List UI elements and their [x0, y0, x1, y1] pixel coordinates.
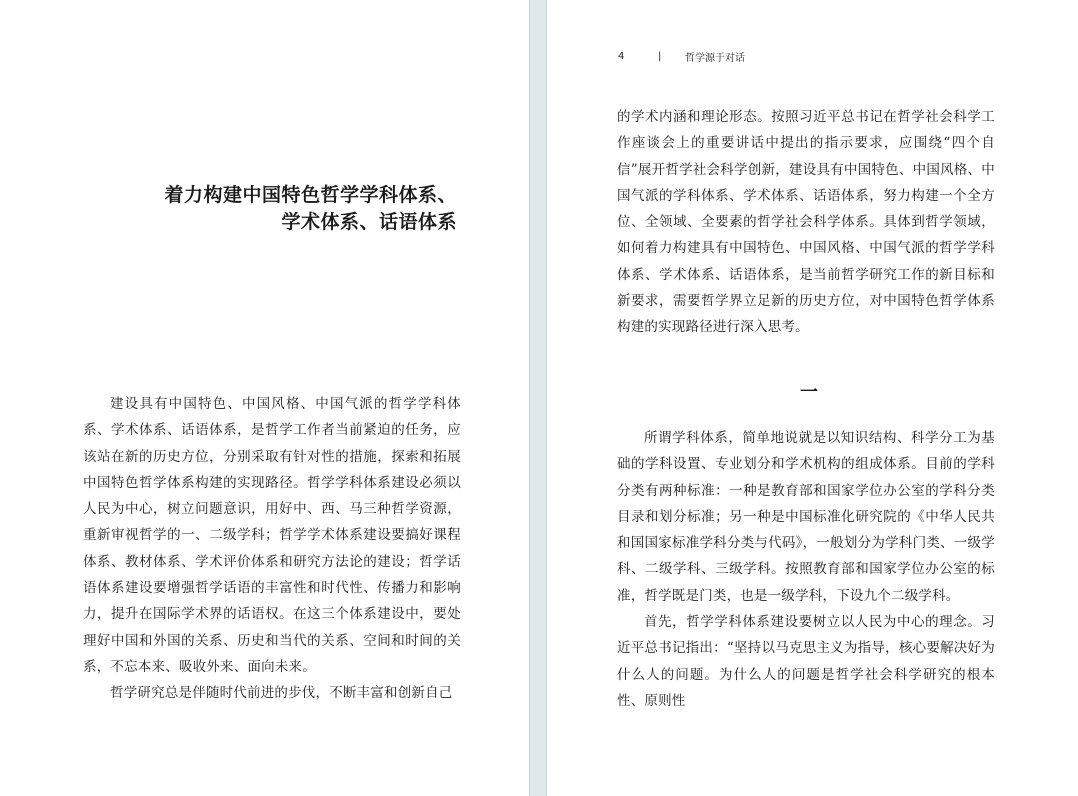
- paragraph: 建设具有中国特色、中国风格、中国气派的哲学学科体系、学术体系、话语体系，是哲学工作者当前紧迫的任务，应该站在新的历史方位，分别采取有针对性的措施，探索和拓展中国特色哲学体系构建的实现路径。哲学学科体系建设必须以人民为中心，树立问题意识，用好中、西、马三种哲学资源，重新审视哲学的一、二级学科；哲学学术体系建设要搞好课程体系、教材体系、学术评价体系和研究方法论的建设；哲学话语体系建设要增强哲学话语的丰富性和时代性、传播力和影响力，提升在国际学术界的话语权。在这三个体系建设中，要处理好中国和外国的关系、历史和当代的关系、空间和时间的关系，不忘本来、吸收外来、面向未来。: [83, 396, 461, 675]
- running-head: [618, 49, 745, 64]
- page-number: 4: [618, 51, 625, 62]
- chapter-title-line-1: 着力构建中国特色哲学学科体系、: [164, 184, 457, 206]
- paragraph: 所谓学科体系，简单地说就是以知识结构、科学分工为基础的学科设置、专业划分和学术机构的组成体系。目前的学科分类有两种标准：一种是教育部和国家学位办公室的学科分类目录和划分标准；另一种是中国标准化研究院的《中华人民共和国国家标准学科分类与代码》，一般划分为学科门类、一级学科、二级学科、三级学科。按照教育部和国家学位办公室的标准，哲学既是门类，也是一级学科，下设九个二级学科。: [617, 430, 995, 604]
- left-body-text: [83, 391, 461, 707]
- paragraph: 的学术内涵和理论形态。按照习近平总书记在哲学社会科学工作座谈会上的重要讲话中提出的指示要求，应围绕“四个自信”展开哲学社会科学创新，建设具有中国特色、中国风格、中国气派的学科体系、学术体系、话语体系，努力构建一个全方位、全领域、全要素的哲学社会科学体系。具体到哲学领域，如何着力构建具有中国特色、中国风格、中国气派的哲学学科体系、学术体系、话语体系，是当前哲学研究工作的新目标和新要求，需要哲学界立足新的历史方位，对中国特色哲学体系构建的实现路径进行深入思考。: [617, 109, 995, 336]
- paragraph: 哲学研究总是伴随时代前进的步伐，不断丰富和创新自己: [110, 685, 453, 702]
- running-head-separator: |: [658, 51, 662, 62]
- chapter-title-line-2: 学术体系、话语体系: [281, 211, 457, 233]
- right-continued-text: [617, 104, 995, 341]
- paragraph: 首先，哲学学科体系建设要树立以人民为中心的理念。习近平总书记指出：“坚持以马克思主义为指导，核心要解决好为什么人的问题。为什么人的问题是哲学社会科学研究的根本性、原则性: [617, 614, 995, 709]
- section-number: 一: [800, 382, 818, 403]
- right-body-text: [617, 425, 995, 714]
- running-head-book-title: 哲学源于对话: [685, 53, 745, 64]
- chapter-title: [77, 182, 457, 236]
